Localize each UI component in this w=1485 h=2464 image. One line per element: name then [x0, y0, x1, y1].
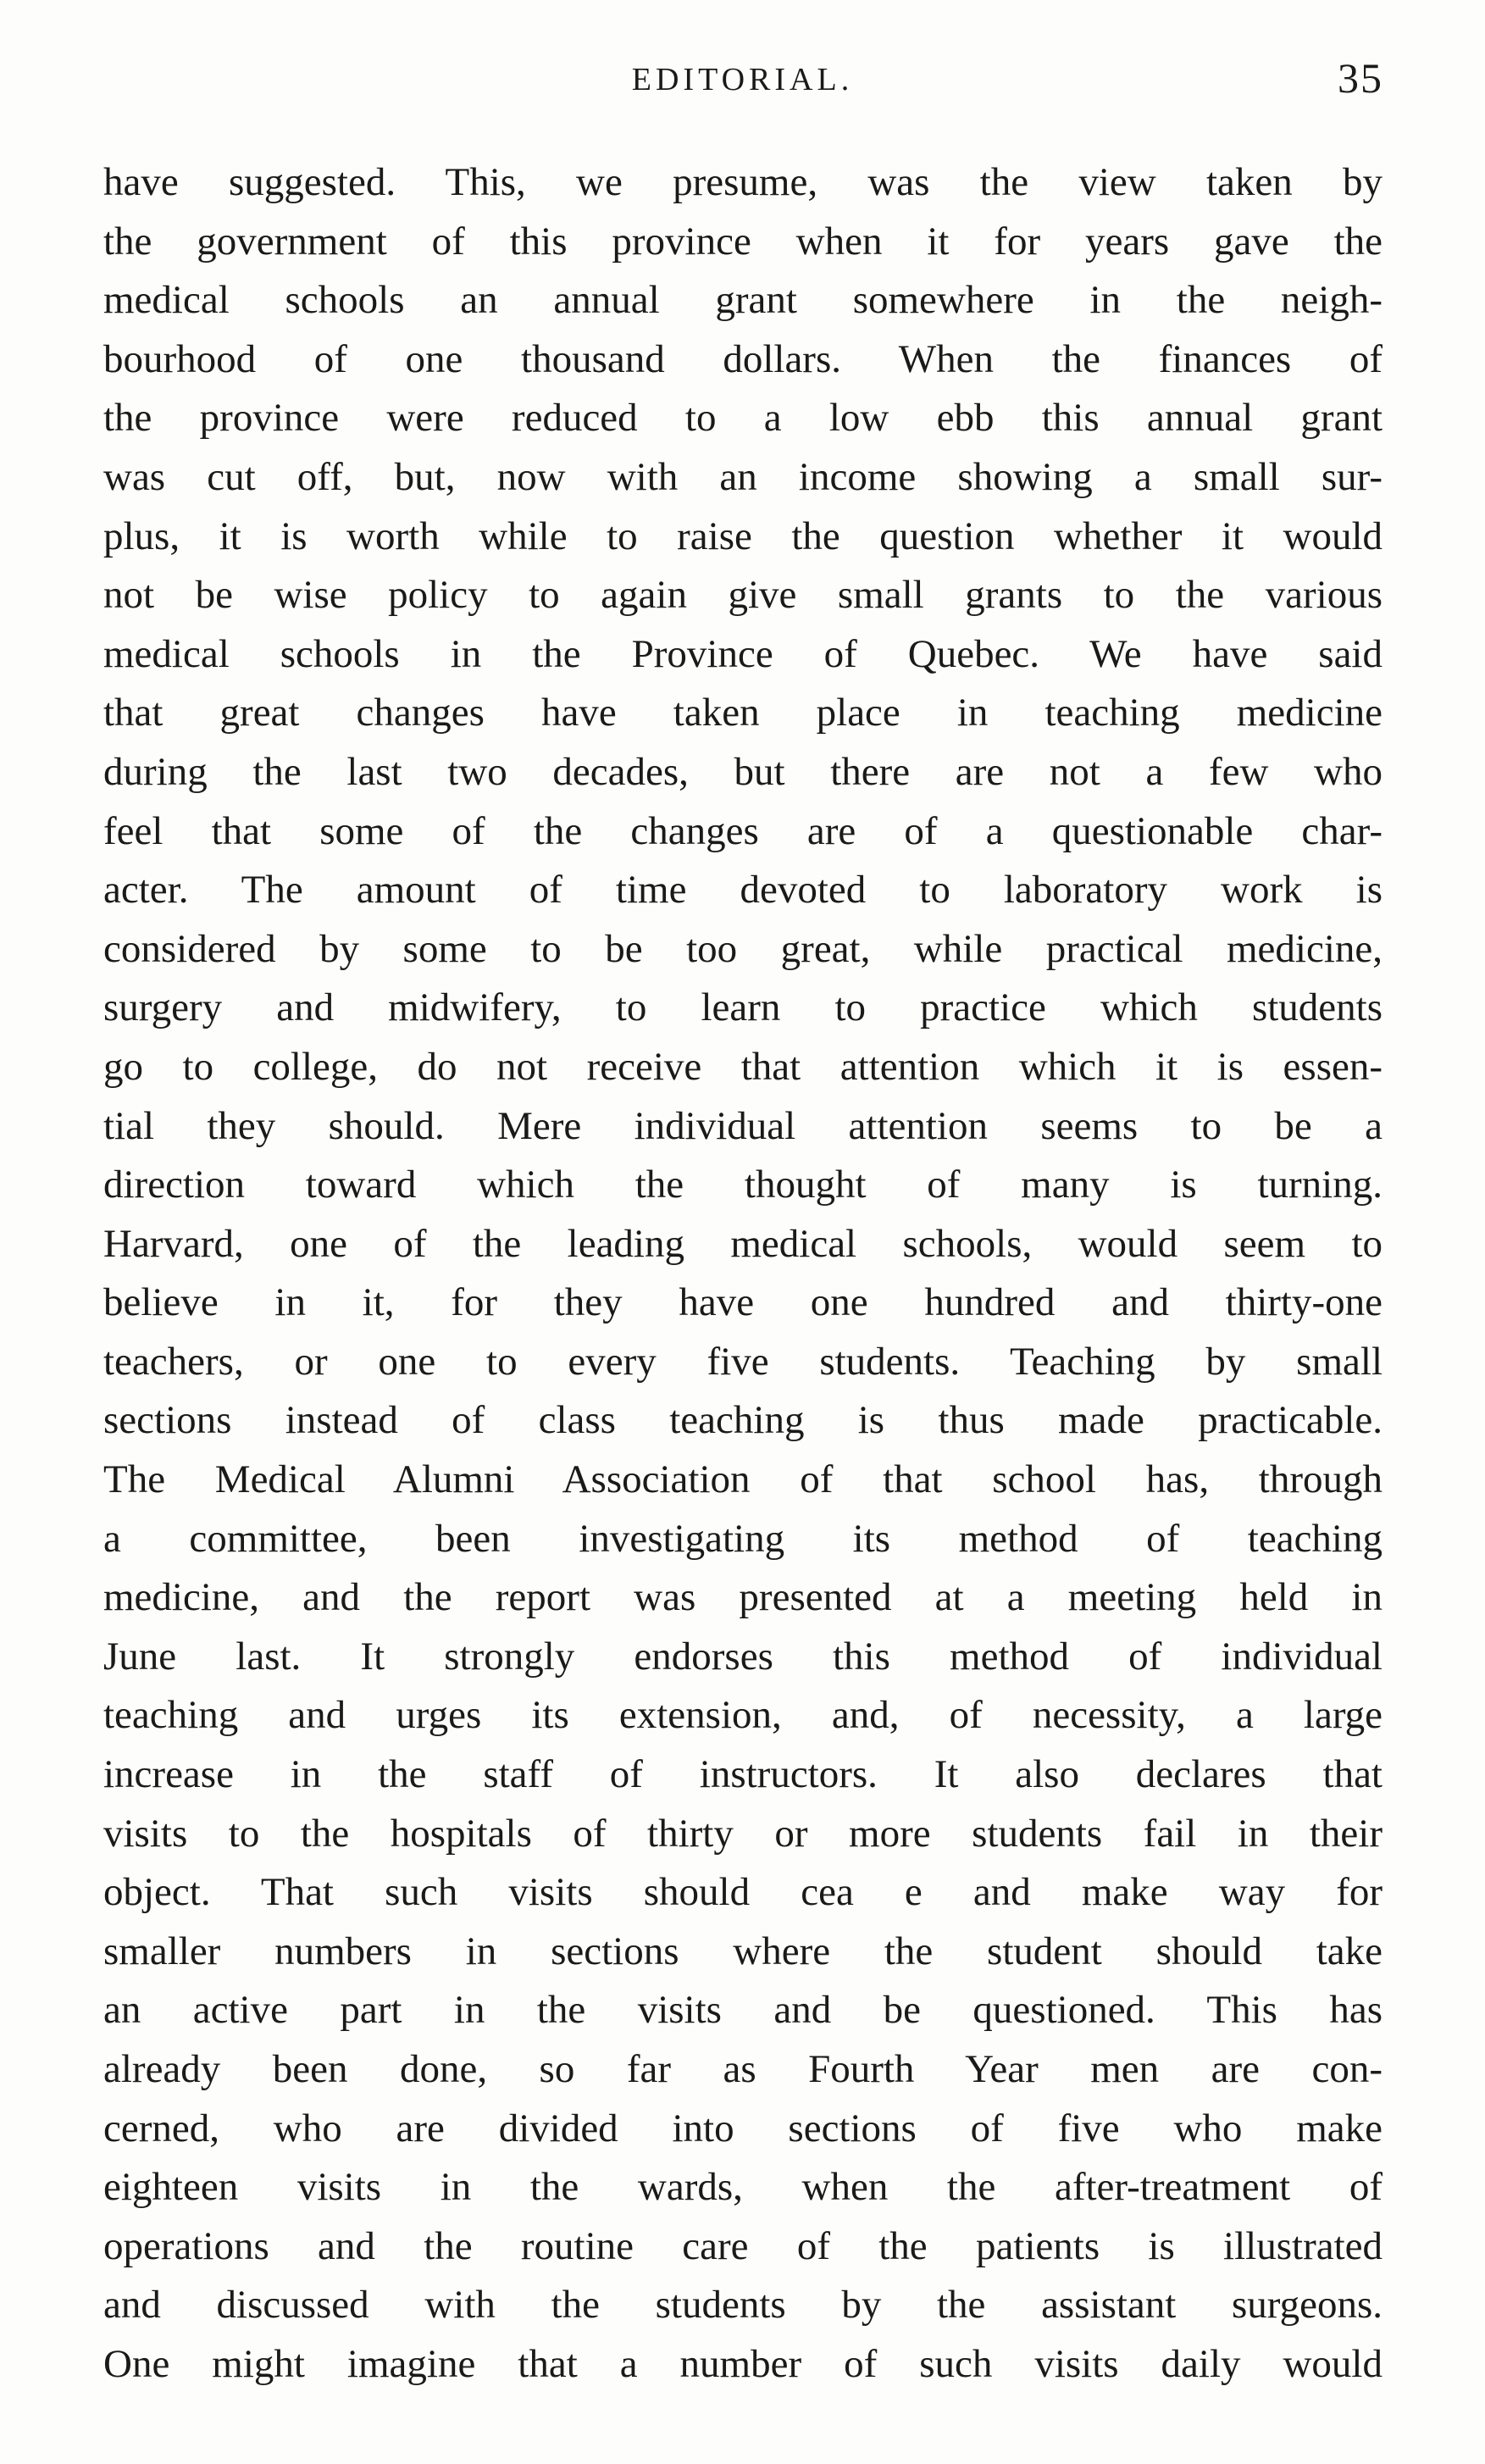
text-line: sections instead of class teaching is thus made practicable. — [103, 1398, 1382, 1443]
text-line: go to college, do not receive that attention which it is essen- — [103, 1044, 1382, 1089]
text-line: already been done, so far as Fourth Year men are con- — [103, 2047, 1382, 2091]
text-line: feel that some of the changes are of a questionable char- — [103, 808, 1382, 853]
text-line: medicine, and the report was presented at a meeting held in — [103, 1575, 1382, 1620]
text-line: acter. The amount of time devoted to laboratory work is — [103, 868, 1382, 913]
text-line: the government of this province when it for years gave the — [103, 219, 1382, 264]
text-line: tial they should. Mere individual attention seems to be a — [103, 1103, 1382, 1148]
text-line: direction toward which the thought of many is turning. — [103, 1163, 1382, 1207]
text-line: cerned, who are divided into sections of five who make — [103, 2106, 1382, 2150]
text-line: visits to the hospitals of thirty or more students fail in their — [103, 1811, 1382, 1856]
text-line: and discussed with the students by the assistant surgeons. — [103, 2283, 1382, 2328]
text-line: medical schools an annual grant somewhere in the neigh- — [103, 278, 1382, 323]
text-line: Harvard, one of the leading medical schools, would seem to — [103, 1221, 1382, 1266]
text-line: smaller numbers in sections where the student should take — [103, 1928, 1382, 1973]
text-line: operations and the routine care of the patients is illustrated — [103, 2223, 1382, 2268]
text-line: the province were reduced to a low ebb this annual grant — [103, 396, 1382, 441]
text-line: have suggested. This, we presume, was the view taken by — [103, 160, 1382, 204]
running-head — [0, 47, 1485, 107]
text-line: The Medical Alumni Association of that school has, through — [103, 1457, 1382, 1502]
text-line: believe in it, for they have one hundred and thirty-one — [103, 1280, 1382, 1325]
body-text — [103, 153, 1382, 2395]
text-line: plus, it is worth while to raise the question whether it would — [103, 513, 1382, 558]
text-line: June last. It strongly endorses this method of individual — [103, 1634, 1382, 1679]
text-line: an active part in the visits and be questioned. This has — [103, 1988, 1382, 2033]
text-line: surgery and midwifery, to learn to practice which students — [103, 985, 1382, 1030]
text-line: object. That such visits should cea e and make way for — [103, 1870, 1382, 1915]
text-line: teaching and urges its extension, and, of necessity, a large — [103, 1693, 1382, 1738]
page-number: 35 — [1338, 54, 1383, 102]
text-line: that great changes have taken place in teaching medicine — [103, 691, 1382, 735]
text-line: One might imagine that a number of such visits daily would — [103, 2341, 1382, 2386]
text-line: bourhood of one thousand dollars. When the finances of — [103, 336, 1382, 381]
text-line: medical schools in the Province of Quebec. We have said — [103, 631, 1382, 676]
text-line: increase in the staff of instructors. It also declares that — [103, 1752, 1382, 1797]
text-line: was cut off, but, now with an income showing a small sur- — [103, 454, 1382, 499]
text-line: considered by some to be too great, while practical medicine, — [103, 926, 1382, 971]
page-header-title: EDITORIAL. — [631, 62, 854, 97]
text-line: teachers, or one to every five students. Teaching by small — [103, 1339, 1382, 1384]
text-line: not be wise policy to again give small grants to the various — [103, 573, 1382, 618]
text-line: eighteen visits in the wards, when the after-treatment of — [103, 2165, 1382, 2210]
text-line: a committee, been investigating its method of teaching — [103, 1516, 1382, 1561]
text-line: during the last two decades, but there are not a few who — [103, 749, 1382, 794]
